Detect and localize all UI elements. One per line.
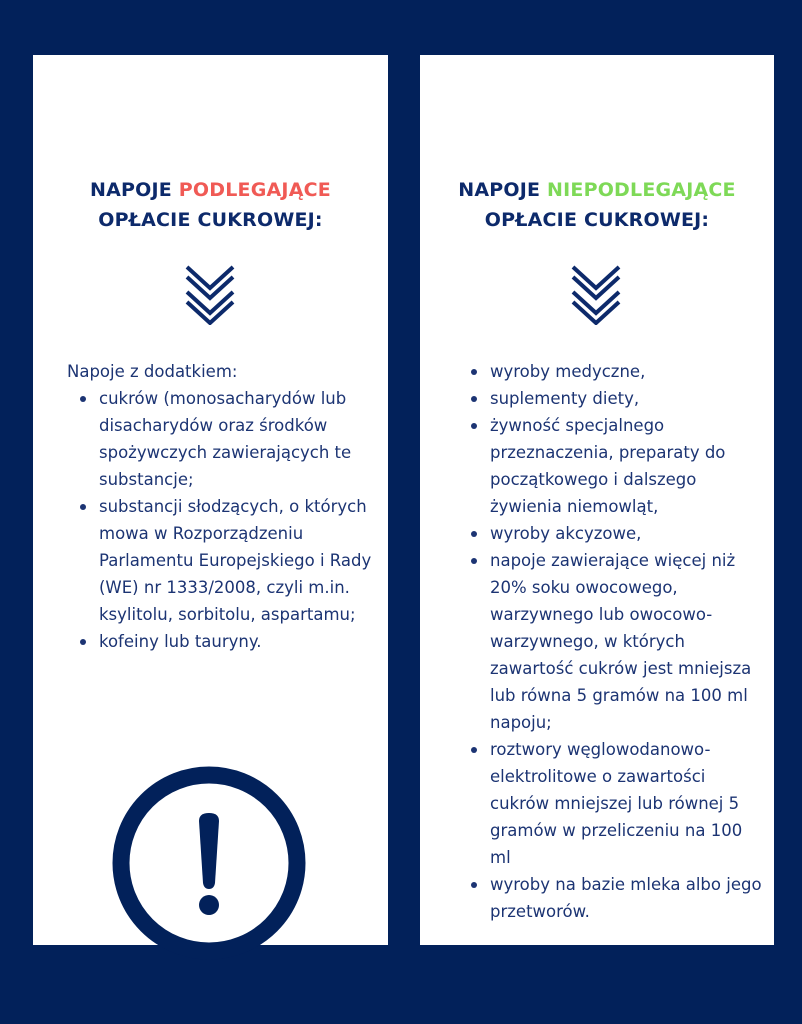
list-item: napoje zawierające więcej niż 20% soku owocowego, warzywnego lub owocowo-warzywnego, w których zawartość cukrów jest mniejsza lub równa 5 gramów na 100 ml napoju;	[468, 547, 768, 736]
heading-suffix: OPŁACIE CUKROWEJ:	[484, 209, 710, 231]
heading-prefix: NAPOJE	[90, 179, 179, 201]
taxed-drinks-heading	[33, 175, 388, 235]
list-item: wyroby medyczne,	[468, 358, 768, 385]
list-item: kofeiny lub tauryny.	[77, 628, 379, 655]
heading-prefix: NAPOJE	[458, 179, 548, 201]
list-item: cukrów (monosacharydów lub disacharydów oraz środków spożywczych zawierających te substancje;	[77, 385, 379, 493]
double-chevron-down-icon	[566, 259, 626, 325]
taxed-drinks-content	[67, 358, 379, 655]
heading-suffix: OPŁACIE CUKROWEJ:	[98, 209, 323, 231]
exempt-list	[468, 358, 768, 925]
taxed-list	[77, 385, 379, 655]
list-item: wyroby akcyzowe,	[468, 520, 768, 547]
taxed-intro: Napoje z dodatkiem:	[67, 362, 238, 381]
list-item: roztwory węglowodanowo-elektrolitowe o zawartości cukrów mniejszej lub równej 5 gramów w przeliczeniu na 100 ml	[468, 736, 768, 871]
list-item: suplementy diety,	[468, 385, 768, 412]
exempt-drinks-heading	[420, 175, 774, 235]
list-item: substancji słodzących, o których mowa w Rozporządzeniu Parlamentu Europejskiego i Rady (WE) nr 1333/2008, czyli m.in. ksylitolu, sorbitolu, aspartamu;	[77, 493, 379, 628]
taxed-drinks-panel	[33, 55, 388, 945]
exempt-drinks-panel	[420, 55, 774, 945]
heading-highlight: PODLEGAJĄCE	[178, 179, 331, 201]
exempt-drinks-content	[468, 358, 768, 925]
heading-highlight: NIEPODLEGAJĄCE	[547, 179, 736, 201]
list-item: wyroby na bazie mleka albo jego przetworów.	[468, 871, 768, 925]
list-item: żywność specjalnego przeznaczenia, preparaty do początkowego i dalszego żywienia niemowląt,	[468, 412, 768, 520]
exclamation-circle-icon	[111, 765, 307, 961]
double-chevron-down-icon	[180, 259, 240, 325]
